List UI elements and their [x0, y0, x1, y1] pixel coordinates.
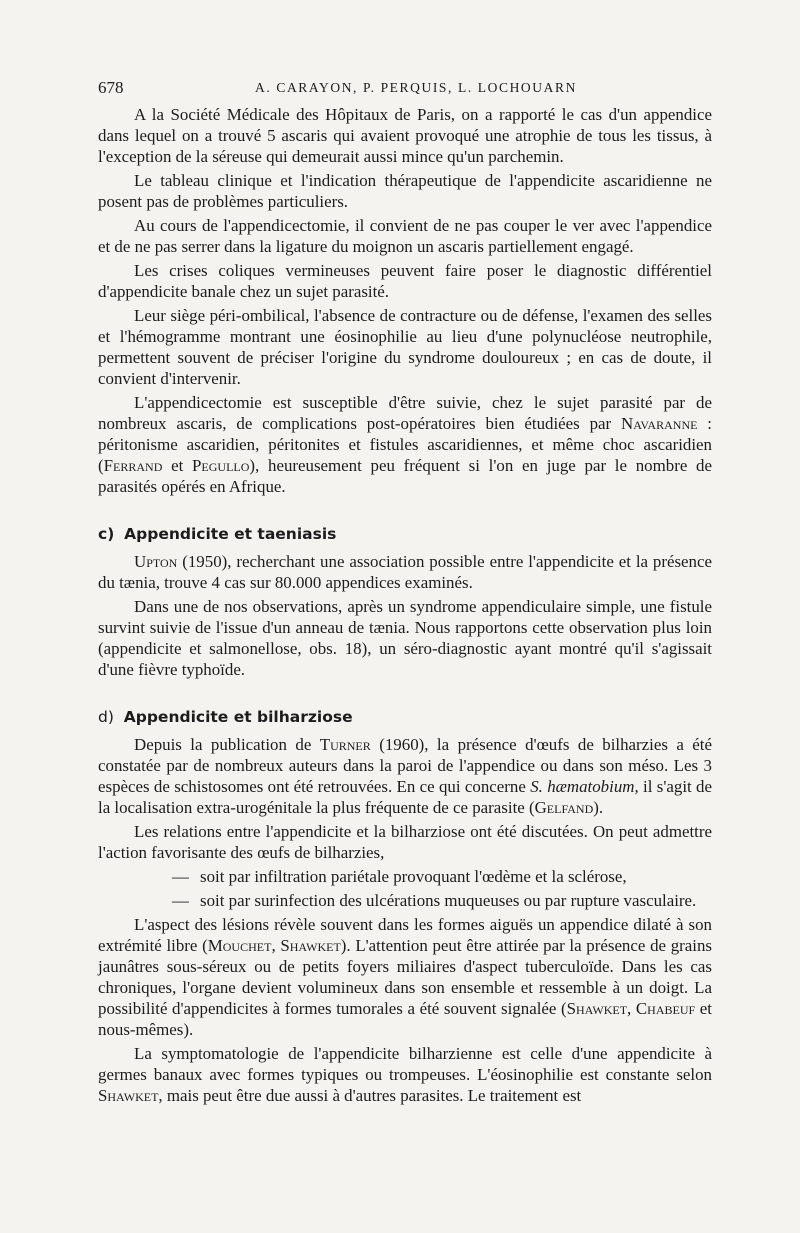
paragraph: Upton (1950), recherchant une association possible entre l'appendicite et la présence du tænia, trouve 4 cas sur 80.000 appendices examinés. [98, 552, 712, 592]
paragraph: Les crises coliques vermineuses peuvent faire poser le diagnostic différentiel d'appendicite banale chez un sujet parasité. [98, 261, 712, 301]
paragraph: La symptomatologie de l'appendicite bilharzienne est celle d'une appendicite à germes banaux avec formes typiques ou trompeuses. L'éosinophilie est constante selon Shawket, mais peut être due aussi à d'autres parasites. Le traitement est [98, 1044, 712, 1105]
paragraph: A la Société Médicale des Hôpitaux de Paris, on a rapporté le cas d'un appendice dans lequel on a trouvé 5 ascaris qui avaient provoqué une atrophie de tous les tissus, à l'exception de la séreuse qui demeurait aussi mince qu'un parchemin. [98, 105, 712, 166]
dash-marker: — [172, 891, 189, 910]
paragraph: Depuis la publication de Turner (1960), la présence d'œufs de bilharzies a été constatée par de nombreux auteurs dans la paroi de l'appendice ou dans son méso. Les 3 espèces de schistosomes ont été retrouvées. En ce qui concerne S. hæmatobium, il s'agit de la localisation extra-urogénitale la plus fréquente de ce parasite (Gelfand). [98, 735, 712, 817]
author-name: Navaranne [621, 414, 698, 433]
dash-marker: — [172, 867, 189, 886]
paragraph: Dans une de nos observations, après un syndrome appendiculaire simple, une fistule survint suivie de l'issue d'un anneau de tænia. Nous rapportons cette observation plus loin (appendicite et salmonellose, obs. 18), un séro-diagnostic ayant montré qu'il s'agissait d'une fièvre typhoïde. [98, 597, 712, 679]
author-name: Upton [134, 552, 178, 571]
paragraph: Le tableau clinique et l'indication thérapeutique de l'appendicite ascaridienne ne posent pas de problèmes particuliers. [98, 171, 712, 211]
author-name: Gelfand [534, 798, 594, 817]
species-name: S. hæmatobium, [530, 777, 639, 796]
author-name: Shawket [566, 999, 628, 1018]
author-name: Pegullo [192, 456, 250, 475]
section-heading-c: c) Appendicite et taeniasis [98, 525, 337, 543]
page [98, 78, 712, 1106]
author-name: Shawket [280, 936, 341, 955]
author-name: Ferrand [103, 456, 163, 475]
author-name: Mouchet [207, 936, 272, 955]
author-name: Shawket [98, 1086, 159, 1105]
paragraph: Au cours de l'appendicectomie, il convient de ne pas couper le ver avec l'appendice et de ne pas serrer dans la ligature du moignon un ascaris partiellement engagé. [98, 216, 712, 256]
author-name: Chabeuf [635, 999, 696, 1018]
paragraph: Les relations entre l'appendicite et la bilharziose ont été discutées. On peut admettre l'action favorisante des œufs de bilharzies, [98, 822, 712, 862]
page-number: 678 [98, 78, 124, 97]
list-item: — soit par infiltration pariétale provoquant l'œdème et la sclérose, [172, 867, 627, 886]
paragraph: Leur siège péri-ombilical, l'absence de contracture ou de défense, l'examen des selles et l'hémogramme montrant une éosinophilie au lieu d'une polynucléose neutrophile, permettent souvent de préciser l'origine du syndrome douloureux ; en cas de doute, il convient d'intervenir. [98, 306, 712, 388]
section-heading-d: d) Appendicite et bilharziose [98, 708, 353, 726]
running-head: A. CARAYON, P. PERQUIS, L. LOCHOUARN [255, 80, 577, 95]
page-header [98, 78, 712, 104]
list-item: — soit par surinfection des ulcérations muqueuses ou par rupture vasculaire. [172, 891, 697, 910]
paragraph: L'aspect des lésions révèle souvent dans les formes aiguës un appendice dilaté à son extrémité libre (Mouchet, Shawket). L'attention peut être attirée par la présence de grains jaunâtres sous-séreux ou de petits foyers miliaires d'aspect tuberculoïde. Dans les cas chroniques, l'organe devient volumineux dans son ensemble et ressemble à un doigt. La possibilité d'appendicites à formes tumorales a été souvent signalée (Shawket, Chabeuf et nous-mêmes). [98, 915, 712, 1039]
paragraph-complications: L'appendicectomie est susceptible d'être suivie, chez le sujet parasité par de nombreux ascaris, de complications post-opératoires bien étudiées par Navaranne : péritonisme ascaridien, péritonites et fistules ascaridiennes, et même choc ascaridien (Ferrand et Pegullo), heureusement peu fréquent si l'on en juge par le nombre de parasités opérés en Afrique. [98, 393, 713, 496]
author-name: Turner [319, 735, 371, 754]
